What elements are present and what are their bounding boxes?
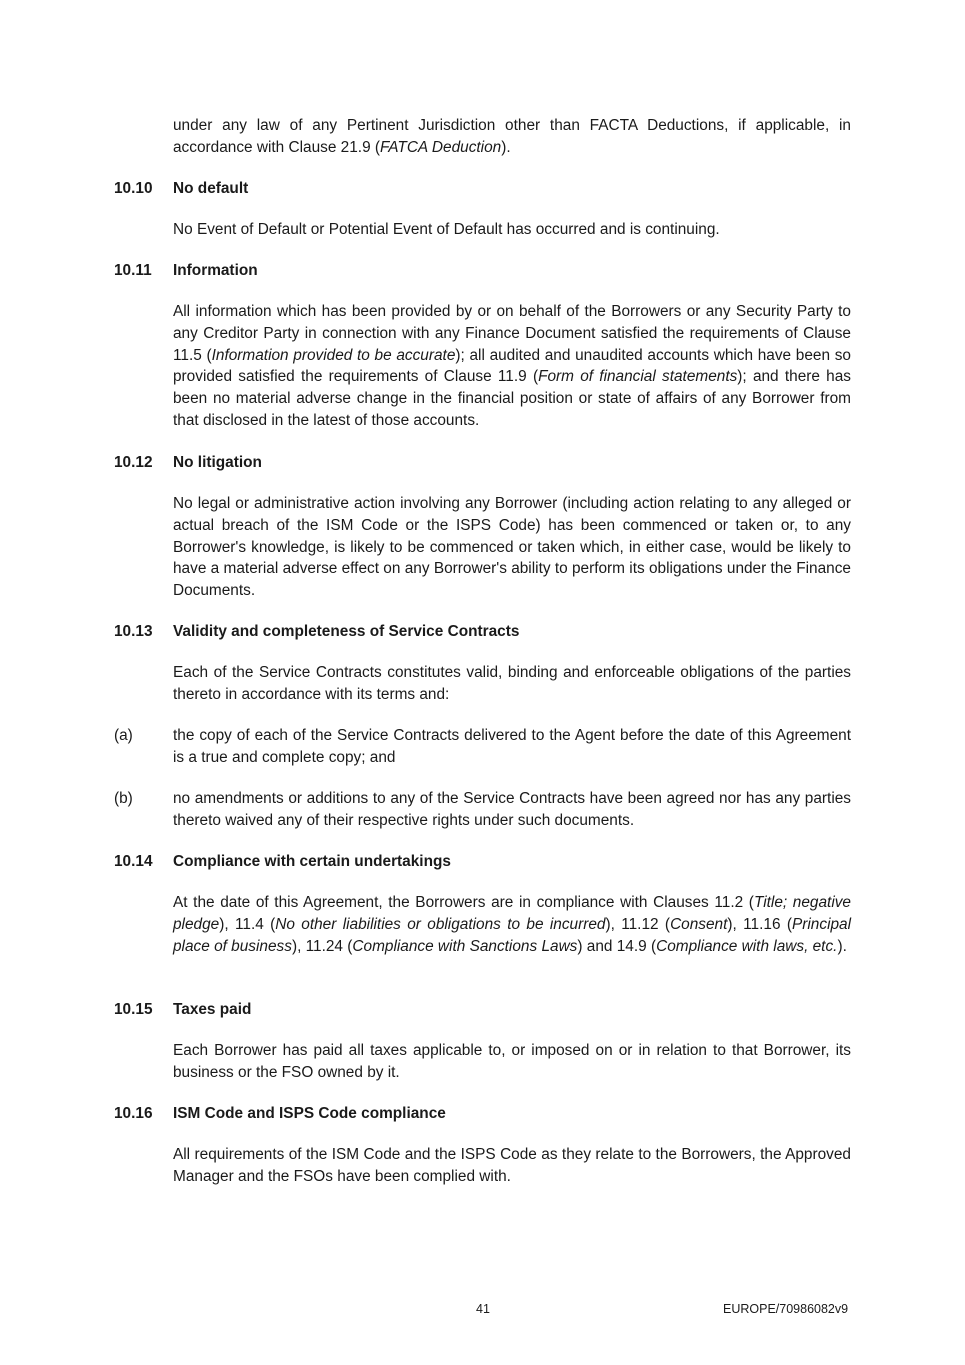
list-item-b: no amendments or additions to any of the Service Contracts have been agreed nor has any parties thereto waived any of their respective rights under such documents. <box>173 790 851 829</box>
clause-body-10-12: No legal or administrative action involving any Borrower (including action relating to any alleged or actual breach of the ISM Code or the ISPS Code) has been commenced or taken or, to any Borrower's knowledge, is likely to be commenced or taken which, in either case, would be likely to have a material adverse effect on any Borrower's ability to perform its obligations under the Finance Documents. <box>173 495 851 600</box>
page-number: 41 <box>476 1302 490 1316</box>
document-reference: EUROPE/70986082v9 <box>723 1302 849 1316</box>
clause-heading-10-12: 10.12 No litigation <box>114 454 262 471</box>
clause-heading-10-13: 10.13 Validity and completeness of Service Contracts <box>114 623 520 640</box>
clause-heading-10-14: 10.14 Compliance with certain undertakings <box>114 853 451 870</box>
list-label-b: (b) <box>114 790 133 807</box>
clause-heading-10-16: 10.16 ISM Code and ISPS Code compliance <box>114 1105 446 1122</box>
clause-body-10-10: No Event of Default or Potential Event of Default has occurred and is continuing. <box>173 221 720 238</box>
clause-body-10-11: All information which has been provided by or on behalf of the Borrowers or any Security Party to any Creditor Party in connection with any Finance Document satisfied the requirements of Clause 11.5 (Information provided to be accurate); all audited and unaudited accounts which have been so provided satisfied the requirements of Clause 11.9 (Form of financial statements); and there has been no material adverse change in the financial position or state of affairs of any Borrower from that disclosed in the latest of those accounts. <box>173 303 851 429</box>
list-label-a: (a) <box>114 727 133 744</box>
list-item-a: the copy of each of the Service Contracts delivered to the Agent before the date of this Agreement is a true and complete copy; and <box>173 727 851 766</box>
clause-body-10-16: All requirements of the ISM Code and the ISPS Code as they relate to the Borrowers, the Approved Manager and the FSOs have been complied with. <box>173 1146 851 1185</box>
clause-heading-10-11: 10.11 Information <box>114 262 258 279</box>
clause-heading-10-10: 10.10 No default <box>114 180 249 197</box>
clause-body-10-14: At the date of this Agreement, the Borrowers are in compliance with Clauses 11.2 (Title; negative pledge), 11.4 (No other liabilities or obligations to be incurred), 11.12 (Consent), 11.16 (Principal place of business), 11.24 (Compliance with Sanctions Laws) and 14.9 (Compliance with laws, etc.). <box>173 894 852 955</box>
intro-paragraph: under any law of any Pertinent Jurisdiction other than FACTA Deductions, if applicable, in accordance with Clause 21.9 (FATCA Deduction). <box>173 117 851 156</box>
clause-body-10-15: Each Borrower has paid all taxes applicable to, or imposed on or in relation to that Borrower, its business or the FSO owned by it. <box>173 1042 851 1081</box>
clause-heading-10-15: 10.15 Taxes paid <box>114 1001 252 1018</box>
clause-body-10-13: Each of the Service Contracts constitutes valid, binding and enforceable obligations of the parties thereto in accordance with its terms and: <box>173 664 851 703</box>
